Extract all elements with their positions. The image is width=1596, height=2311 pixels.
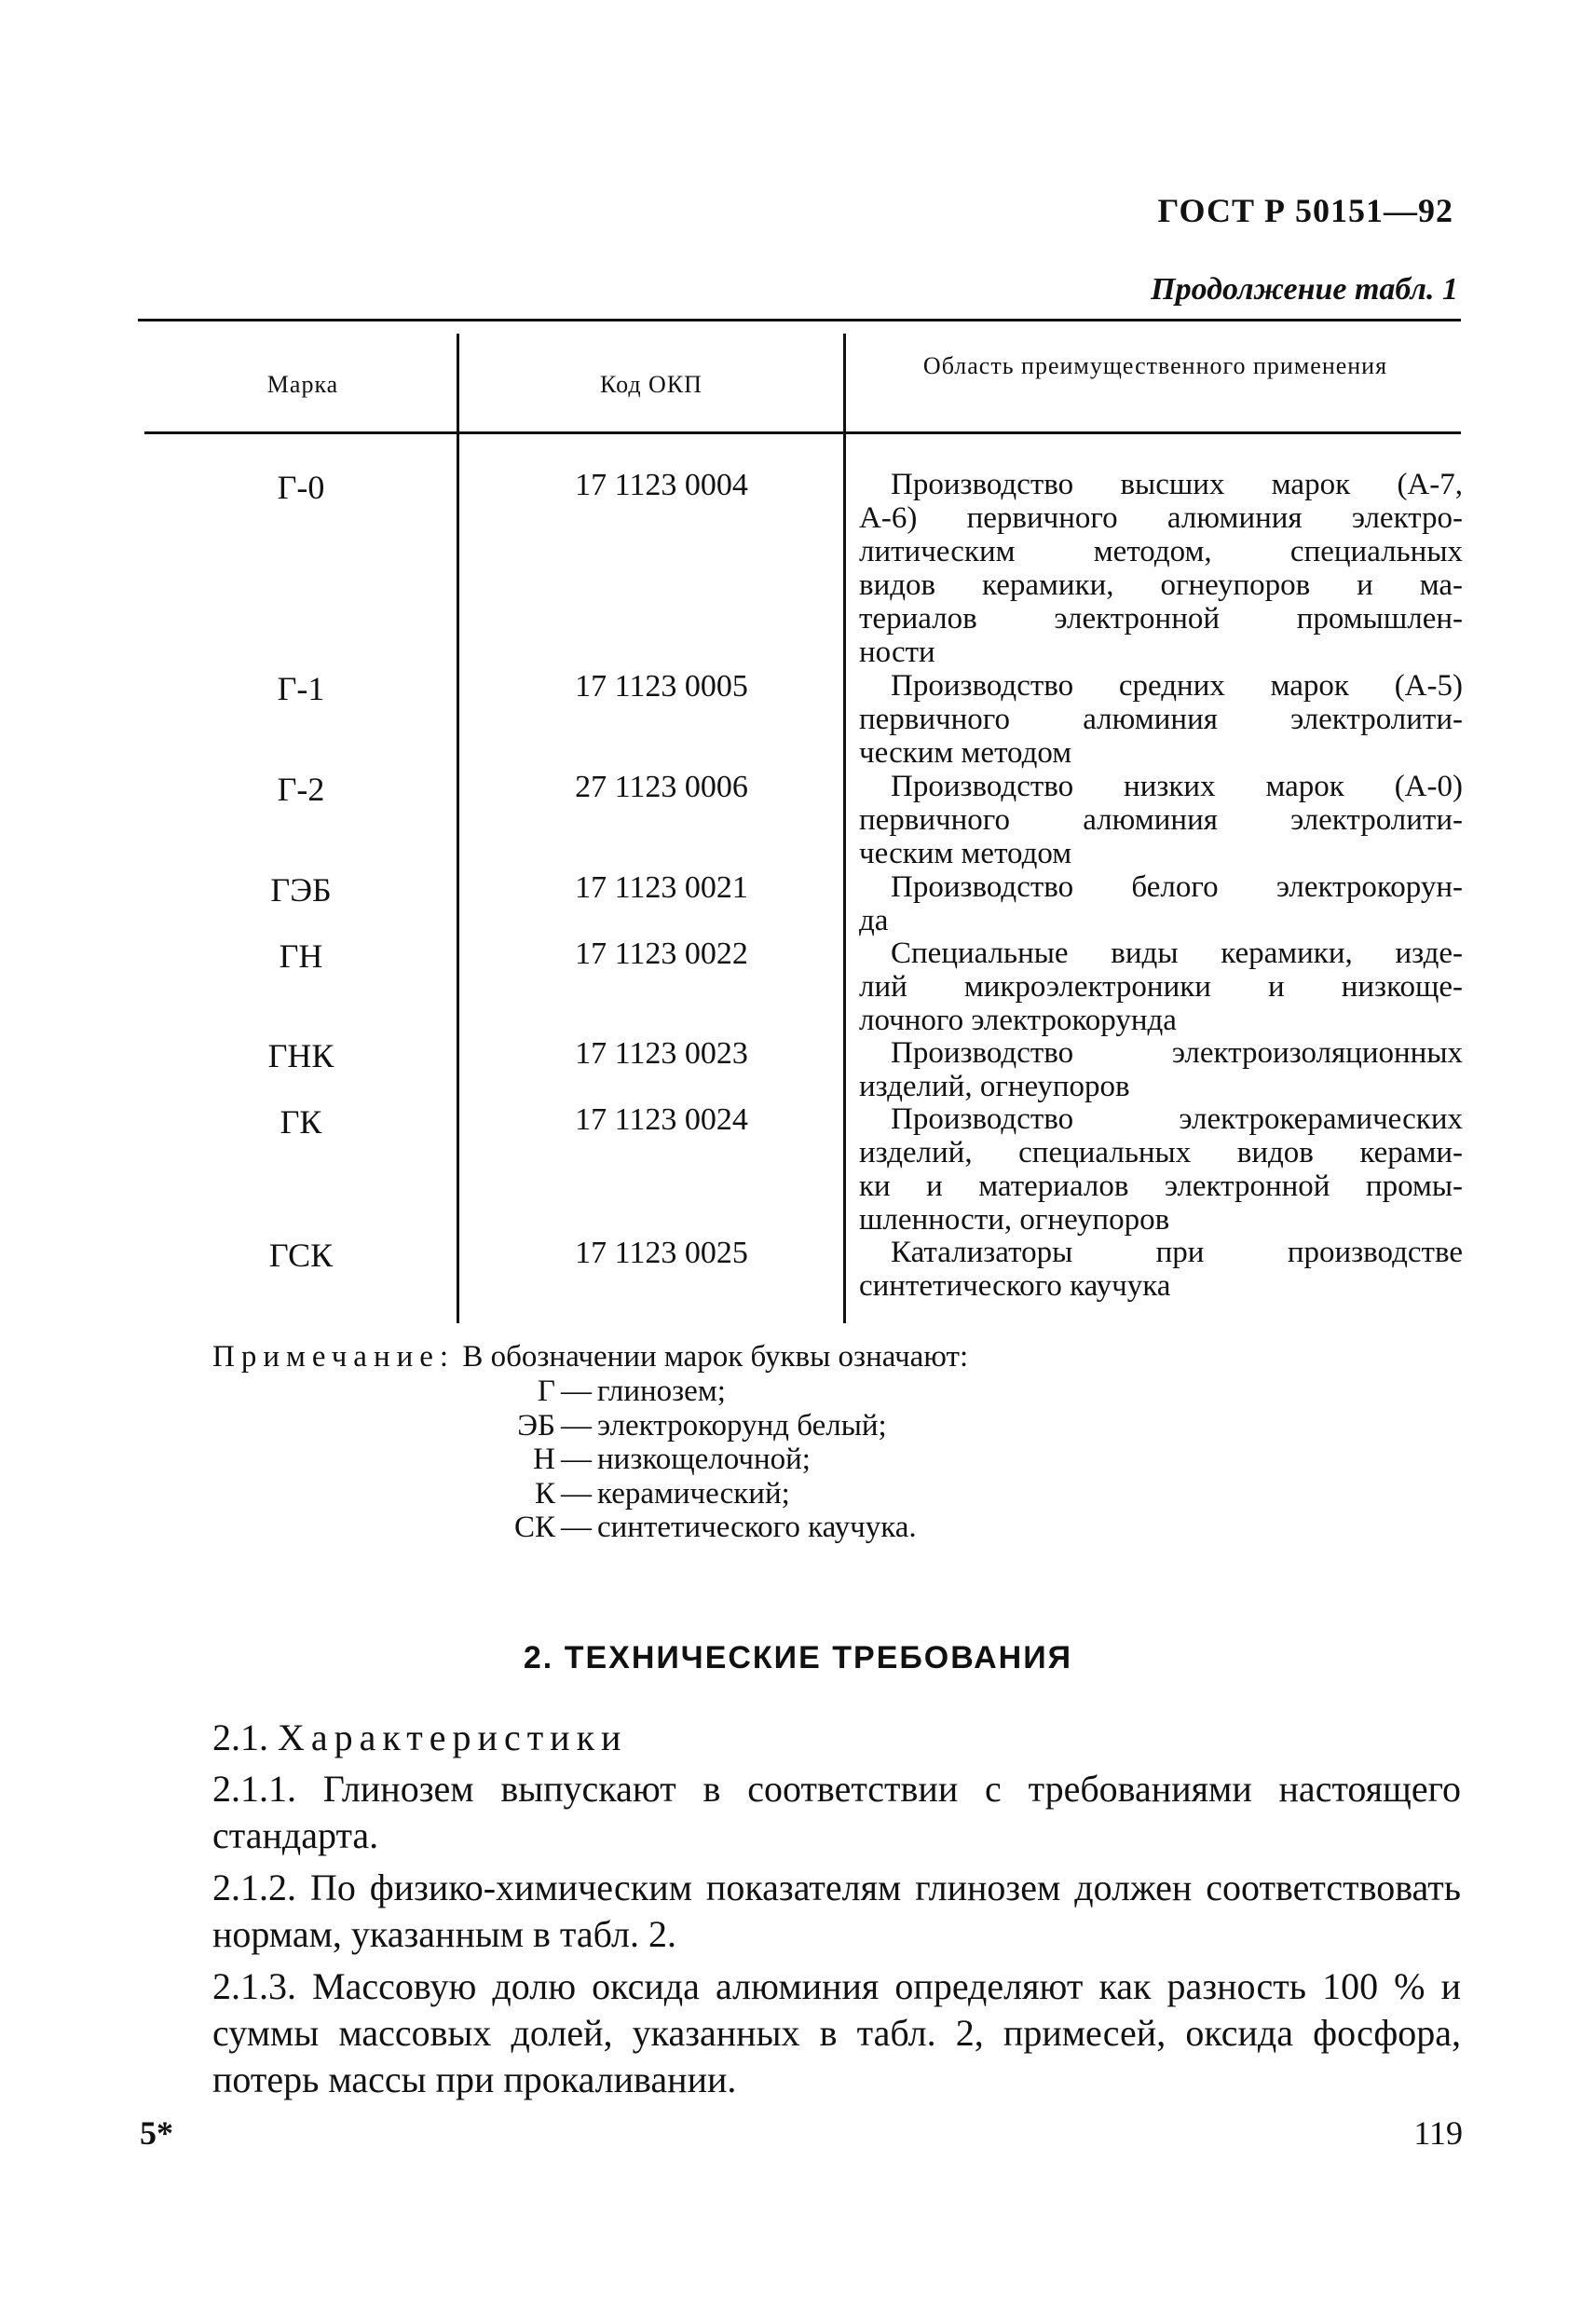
- area-line: ности: [859, 636, 935, 669]
- note-meaning: глинозем;: [597, 1374, 726, 1408]
- note-item: К — керамический;: [373, 1477, 1025, 1511]
- table-row-1-area: [859, 669, 1463, 770]
- table-row-3-mark: ГЭБ: [270, 871, 332, 909]
- area-line: да: [859, 904, 889, 937]
- note-code: К: [534, 1476, 555, 1511]
- table-row-1-code: 17 1123 0005: [575, 669, 748, 704]
- area-line: Производство высших марок (А-7,: [891, 468, 1463, 501]
- table-row-2-code: 27 1123 0006: [575, 770, 748, 804]
- area-line: Специальные виды керамики, изде-: [891, 937, 1463, 970]
- area-line: изделий, огнеупоров: [859, 1070, 1130, 1103]
- note-meaning: электрокорунд белый;: [597, 1408, 887, 1443]
- note-label: Примечание:: [212, 1340, 456, 1374]
- paragraph: 2.1.3. Массовую долю оксида алюминия определяют как разность 100 % и суммы массовых долей, указанных в табл. 2, примесей, оксида фосфора, потерь массы при прокаливании.: [212, 1965, 1461, 2100]
- table-row-4-mark: ГН: [279, 937, 323, 975]
- table-row-1-mark: Г-1: [277, 670, 325, 707]
- area-line: литическим методом, специальных: [859, 535, 1463, 568]
- note-code: Н: [533, 1443, 555, 1476]
- table-row-0-mark: Г-0: [277, 469, 325, 506]
- document-code: ГОСТ Р 50151—92: [1157, 192, 1453, 229]
- paragraph: 2.1.1. Глинозем выпускают в соответствии с требованиями настоящего стандарта.: [212, 1768, 1461, 1856]
- area-line: Производство белого электрокорун-: [891, 870, 1463, 904]
- area-line: шленности, огнеупоров: [859, 1203, 1170, 1237]
- area-line: Производство электроизоляционных: [891, 1036, 1463, 1070]
- area-line: видов керамики, огнеупоров и ма-: [859, 568, 1463, 602]
- table-row-4-code: 17 1123 0022: [575, 937, 748, 971]
- column-header-okp-code: Код ОКП: [600, 371, 703, 398]
- column-header-application: Область преимущественного применения: [922, 352, 1388, 379]
- area-line: синтетического каучука: [859, 1269, 1171, 1303]
- note-item: ЭБ — электрокорунд белый;: [373, 1409, 1025, 1443]
- table-column-divider-1: [457, 334, 459, 1323]
- table-note: [212, 1340, 968, 1374]
- table-row-6-code: 17 1123 0024: [575, 1102, 748, 1137]
- table-row-4-area: [859, 937, 1463, 1037]
- table-row-2-area: [859, 770, 1463, 870]
- table-continuation-label: Продолжение табл. 1: [1151, 272, 1458, 307]
- table-row-5-code: 17 1123 0023: [575, 1036, 748, 1071]
- note-code: СК: [513, 1511, 555, 1544]
- table-row-7-mark: ГСК: [268, 1237, 334, 1274]
- subsection-heading: [212, 1715, 1461, 1761]
- table-row-0-code: 17 1123 0004: [575, 468, 748, 502]
- note-code: ЭБ: [517, 1408, 555, 1443]
- signature-mark: 5*: [140, 2114, 173, 2152]
- table-row-3-area: [859, 870, 1463, 937]
- area-line: ческим методом: [859, 837, 1072, 870]
- note-item: СК — синтетического каучука.: [373, 1511, 1025, 1545]
- table-top-rule: [138, 319, 1461, 321]
- area-line: Производство средних марок (А-5): [891, 669, 1463, 703]
- area-line: изделий, специальных видов керами-: [859, 1136, 1463, 1169]
- section-paragraphs: [212, 1766, 1461, 2103]
- page-number: 119: [1413, 2114, 1463, 2152]
- table-row-7-code: 17 1123 0025: [575, 1236, 748, 1270]
- area-line: первичного алюминия электролити-: [859, 803, 1463, 837]
- subsection-title: Характеристики: [278, 1716, 628, 1758]
- table-row-6-mark: ГК: [280, 1103, 322, 1141]
- note-item: Н — низкощелочной;: [373, 1443, 1025, 1477]
- table-row-5-area: [859, 1036, 1463, 1103]
- table-row-5-mark: ГНК: [267, 1037, 334, 1074]
- area-line: ческим методом: [859, 736, 1072, 770]
- note-meaning: синтетического каучука.: [597, 1511, 917, 1544]
- subsection-number: 2.1.: [212, 1716, 268, 1758]
- area-line: Катализаторы при производстве: [891, 1236, 1463, 1269]
- column-header-mark: Марка: [266, 371, 339, 398]
- area-line: Производство электрокерамических: [891, 1102, 1463, 1136]
- area-line: лочного электрокорунда: [859, 1004, 1177, 1037]
- table-header-rule: [144, 431, 1461, 434]
- area-line: ки и материалов электронной промы-: [859, 1169, 1463, 1203]
- area-line: первичного алюминия электролити-: [859, 703, 1463, 736]
- table-row-6-area: [859, 1102, 1463, 1237]
- note-code: Г: [537, 1374, 555, 1408]
- paragraph: 2.1.2. По физико-химическим показателям глинозем должен соответствовать нормам, указанным в табл. 2.: [212, 1867, 1461, 1955]
- note-meaning: низкощелочной;: [597, 1443, 811, 1476]
- note-meaning: керамический;: [597, 1476, 790, 1511]
- table-row-3-code: 17 1123 0021: [575, 870, 748, 905]
- table-row-0-area: [859, 468, 1463, 669]
- area-line: Производство низких марок (А-0): [891, 770, 1463, 803]
- note-item: Г — глинозем;: [373, 1374, 1025, 1409]
- section-title: 2. ТЕХНИЧЕСКИЕ ТРЕБОВАНИЯ: [523, 1640, 1073, 1675]
- table-row-7-area: [859, 1236, 1463, 1303]
- area-line: териалов электронной промышлен-: [859, 602, 1463, 636]
- note-legend-list: [373, 1374, 1025, 1545]
- area-line: А-6) первичного алюминия электро-: [859, 501, 1463, 535]
- area-line: лий микроэлектроники и низкоще-: [859, 970, 1463, 1004]
- table-row-2-mark: Г-2: [277, 771, 325, 808]
- note-intro: В обозначении марок буквы означают:: [462, 1340, 969, 1374]
